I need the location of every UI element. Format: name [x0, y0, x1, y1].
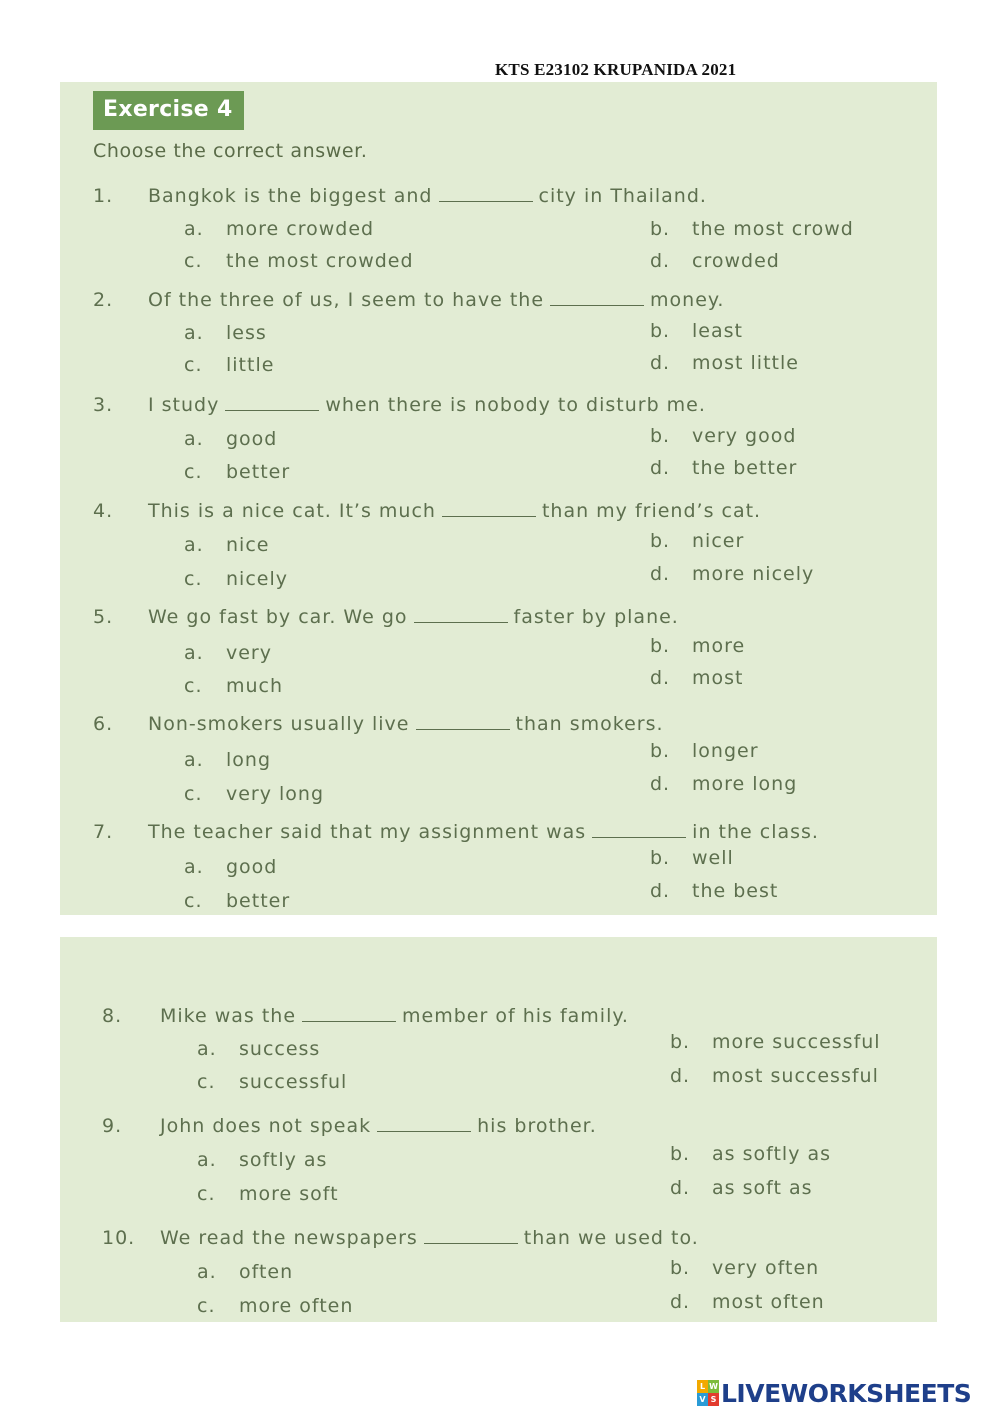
option-a[interactable]: a. often [197, 1261, 294, 1283]
question-text-before: Of the three of us, I seem to have the [148, 289, 545, 311]
question-text-after: than smokers. [515, 713, 664, 735]
option-b[interactable]: b. more successful [670, 1031, 881, 1053]
option-b[interactable]: b. nicer [650, 530, 745, 552]
question-number: 9. [102, 1115, 123, 1137]
answer-blank[interactable] [302, 1007, 396, 1022]
option-a[interactable]: a. good [184, 856, 278, 878]
question-2 [60, 289, 937, 399]
question-9 [60, 1115, 937, 1225]
question-text-before: Bangkok is the biggest and [148, 185, 433, 207]
option-b[interactable]: b. longer [650, 740, 759, 762]
question-number: 10. [102, 1227, 136, 1249]
option-b[interactable]: b. more [650, 635, 746, 657]
question-10 [60, 1227, 937, 1322]
question-5 [60, 606, 937, 716]
option-a[interactable]: a. very [184, 642, 272, 664]
question-text-before: Mike was the [160, 1005, 297, 1027]
question-3 [60, 394, 937, 504]
option-c[interactable]: c. the most crowded [184, 250, 414, 272]
question-1 [60, 185, 937, 295]
question-number: 2. [93, 289, 114, 311]
question-text-after: than my friend’s cat. [541, 500, 762, 522]
option-b[interactable]: b. very good [650, 425, 797, 447]
option-d[interactable]: d. as soft as [670, 1177, 813, 1199]
liveworksheets-logo-icon: L W V S [697, 1380, 719, 1406]
option-d[interactable]: d. more nicely [650, 563, 815, 585]
question-7 [60, 821, 937, 915]
answer-blank[interactable] [442, 502, 536, 517]
option-c[interactable]: c. much [184, 675, 284, 697]
answer-blank[interactable] [414, 608, 508, 623]
option-d[interactable]: d. crowded [650, 250, 780, 272]
question-text-after: his brother. [477, 1115, 597, 1137]
exercise-panel-bottom [60, 937, 937, 1322]
option-b[interactable]: b. the most crowd [650, 218, 854, 240]
option-c[interactable]: c. better [184, 890, 291, 912]
option-c[interactable]: c. successful [197, 1071, 348, 1093]
question-text-before: John does not speak [160, 1115, 372, 1137]
question-6 [60, 713, 937, 823]
answer-blank[interactable] [424, 1229, 518, 1244]
answer-blank[interactable] [550, 291, 644, 306]
question-number: 4. [93, 500, 114, 522]
option-a[interactable]: a. long [184, 749, 272, 771]
answer-blank[interactable] [225, 396, 319, 411]
question-text-before: I study [148, 394, 220, 416]
question-text-after: in the class. [692, 821, 819, 843]
question-number: 6. [93, 713, 114, 735]
question-number: 3. [93, 394, 114, 416]
option-d[interactable]: d. most often [670, 1291, 825, 1313]
option-b[interactable]: b. well [650, 847, 734, 869]
option-a[interactable]: a. softly as [197, 1149, 328, 1171]
option-c[interactable]: c. better [184, 461, 291, 483]
option-a[interactable]: a. more crowded [184, 218, 375, 240]
answer-blank[interactable] [439, 187, 533, 202]
question-text-after: faster by plane. [513, 606, 679, 628]
option-c[interactable]: c. more soft [197, 1183, 339, 1205]
option-b[interactable]: b. as softly as [670, 1143, 832, 1165]
liveworksheets-logo[interactable] [697, 1378, 971, 1408]
option-d[interactable]: d. the best [650, 880, 779, 902]
exercise-title: Exercise 4 [93, 91, 244, 130]
question-text-after: money. [650, 289, 725, 311]
question-text-before: This is a nice cat. It’s much [148, 500, 436, 522]
option-d[interactable]: d. most little [650, 352, 799, 374]
question-text-after: city in Thailand. [538, 185, 707, 207]
option-a[interactable]: a. success [197, 1038, 321, 1060]
question-number: 7. [93, 821, 114, 843]
question-number: 1. [93, 185, 114, 207]
worksheet-header: KTS E23102 KRUPANIDA 2021 [495, 60, 737, 79]
option-d[interactable]: d. the better [650, 457, 798, 479]
question-text-after: than we used to. [523, 1227, 699, 1249]
question-number: 8. [102, 1005, 123, 1027]
option-a[interactable]: a. less [184, 322, 267, 344]
option-b[interactable]: b. least [650, 320, 743, 342]
question-8 [60, 1005, 937, 1115]
liveworksheets-logo-text: LIVEWORKSHEETS [721, 1378, 972, 1408]
question-text-before: The teacher said that my assignment was [148, 821, 587, 843]
option-d[interactable]: d. most successful [670, 1065, 879, 1087]
option-a[interactable]: a. good [184, 428, 278, 450]
option-c[interactable]: c. little [184, 354, 275, 376]
question-4 [60, 500, 937, 610]
answer-blank[interactable] [592, 823, 686, 838]
question-text-before: We read the newspapers [160, 1227, 418, 1249]
option-c[interactable]: c. very long [184, 783, 325, 805]
question-text-before: Non-smokers usually live [148, 713, 410, 735]
option-d[interactable]: d. most [650, 667, 744, 689]
question-text-after: when there is nobody to disturb me. [325, 394, 706, 416]
option-b[interactable]: b. very often [670, 1257, 820, 1279]
option-c[interactable]: c. nicely [184, 568, 288, 590]
question-number: 5. [93, 606, 114, 628]
option-a[interactable]: a. nice [184, 534, 270, 556]
option-d[interactable]: d. more long [650, 773, 798, 795]
question-text-after: member of his family. [402, 1005, 629, 1027]
option-c[interactable]: c. more often [197, 1295, 354, 1317]
answer-blank[interactable] [416, 715, 510, 730]
instruction-text: Choose the correct answer. [93, 140, 368, 162]
question-text-before: We go fast by car. We go [148, 606, 408, 628]
exercise-panel-top [60, 82, 937, 915]
answer-blank[interactable] [377, 1117, 471, 1132]
